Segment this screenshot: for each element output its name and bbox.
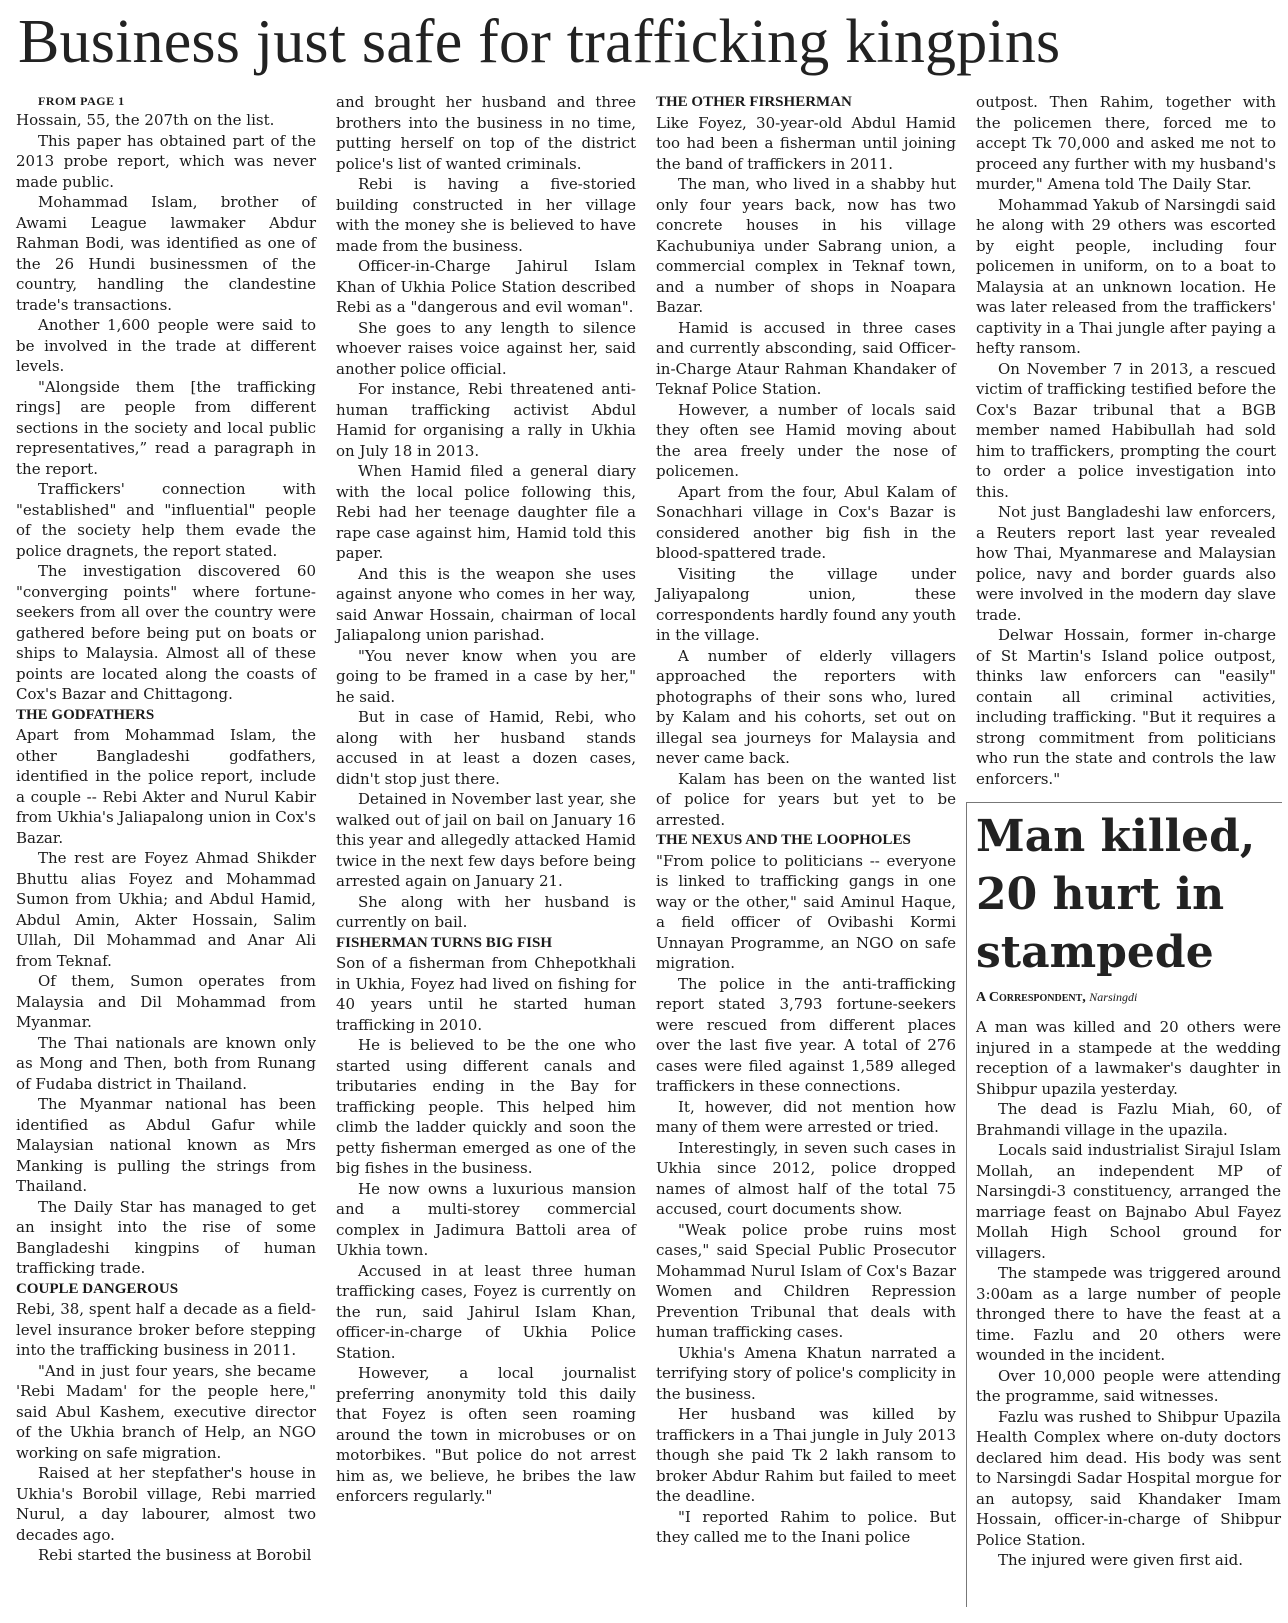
article-paragraph: However, a local journalist preferring anonymity told this daily that Foyez is often seen roaming around the town in microbuses or on motorbikes. "But police do not arrest him as, we believe, he bribes the law enforcers regularly." bbox=[336, 1364, 636, 1505]
article-paragraph: For instance, Rebi threatened anti-human trafficking activist Abdul Hamid for organising a rally in Ukhia on July 18 in 2013. bbox=[336, 380, 636, 460]
article-paragraph: Interestingly, in seven such cases in Ukhia since 2012, police dropped names of almost half of the total 75 accused, court documents show. bbox=[656, 1138, 956, 1218]
article-paragraph: Accused in at least three human trafficking cases, Foyez is currently on the run, said Jahirul Islam Khan, officer-in-charge of Ukhia Police Station. bbox=[336, 1261, 636, 1362]
article-paragraph: But in case of Hamid, Rebi, who along with her husband stands accused in at least a dozen cases, didn't stop just there. bbox=[336, 708, 636, 788]
article-paragraph: He now owns a luxurious mansion and a multi-storey commercial complex in Jadimura Battoli area of Ukhia town. bbox=[336, 1179, 636, 1259]
article-paragraph: "I reported Rahim to police. But they called me to the Inani police bbox=[656, 1507, 956, 1546]
article-paragraph: Officer-in-Charge Jahirul Islam Khan of Ukhia Police Station described Rebi as a "dangerous and evil woman". bbox=[336, 257, 636, 316]
section-subhead: THE OTHER FIRSHERMAN bbox=[656, 94, 852, 110]
article-paragraph: Detained in November last year, she walked out of jail on bail on January 16 this year and allegedly attacked Hamid twice in the next few days before being arrested again on January 21. bbox=[336, 790, 636, 890]
story-paragraph: The dead is Fazlu Miah, 60, of Brahmandi village in the upazila. bbox=[976, 1100, 1281, 1139]
story-paragraph: Fazlu was rushed to Shibpur Upazila Health Complex where on-duty doctors declared him dead. His body was sent to Narsingdi Sadar Hospital morgue for an autopsy, said Khandaker Imam Hossain, officer-in-charge of Shibpur Police Station. bbox=[976, 1407, 1281, 1549]
article-paragraph: Like Foyez, 30-year-old Abdul Hamid too had been a fisherman until joining the band of traffickers in 2011. bbox=[656, 113, 956, 173]
article-paragraph: Son of a fisherman from Chhepotkhali in Ukhia, Foyez had lived on fishing for 40 years until he started human trafficking in 2010. bbox=[336, 954, 636, 1034]
article-paragraph: She goes to any length to silence whoever raises voice against her, said another police official. bbox=[336, 318, 636, 378]
article-paragraph: This paper has obtained part of the 2013 probe report, which was never made public. bbox=[16, 131, 316, 191]
story-paragraph: Locals said industrialist Sirajul Islam Mollah, an independent MP of Narsingdi-3 constituency, arranged the marriage feast on Bajnabo Abul Fayez Mollah High School ground for villagers. bbox=[976, 1141, 1281, 1262]
byline bbox=[976, 988, 1281, 1007]
article-column-4 bbox=[976, 92, 1276, 788]
story-paragraph: The injured were given first aid. bbox=[998, 1551, 1243, 1569]
story-paragraph: The stampede was triggered around 3:00am as a large number of people thronged there to have the feast at a time. Fazlu and 20 others were wounded in the incident. bbox=[976, 1264, 1281, 1364]
article-paragraph: Rebi is having a five-storied building constructed in her village with the money she is believed to have made from the business. bbox=[336, 175, 636, 255]
section-subhead: THE GODFATHERS bbox=[16, 706, 155, 723]
article-paragraph: Mohammad Islam, brother of Awami League lawmaker Abdur Rahman Bodi, was identified as one of the 26 Hundi businessmen of the country, handling the clandestine trade's transactions. bbox=[16, 193, 316, 314]
article-paragraph: Traffickers' connection with "established" and "influential" people of the society help them evade the police dragnets, the report stated. bbox=[16, 480, 316, 560]
article-paragraph: It, however, did not mention how many of them were arrested or tried. bbox=[656, 1097, 956, 1136]
secondary-headline: Man killed, 20 hurt in stampede bbox=[976, 811, 1256, 978]
article-column-2 bbox=[336, 92, 636, 1607]
article-paragraph: Hossain, 55, the 207th on the list. bbox=[16, 111, 275, 129]
article-column-3 bbox=[656, 92, 956, 1607]
article-paragraph: Raised at her stepfather's house in Ukhia's Borobil village, Rebi married Nurul, a day labourer, almost two decades ago. bbox=[16, 1464, 316, 1544]
article-paragraph: Kalam has been on the wanted list of police for years but yet to be arrested. bbox=[656, 769, 956, 829]
article-paragraph: The police in the anti-trafficking report stated 3,793 fortune-seekers were rescued from different places over the last five year. A total of 276 cases were filed against 1,589 alleged traffickers in these connections. bbox=[656, 974, 956, 1095]
article-paragraph: Hamid is accused in three cases and currently absconding, said Officer-in-Charge Ataur Rahman Khandaker of Teknaf Police Station. bbox=[656, 318, 956, 398]
article-paragraph: "Weak police probe ruins most cases," said Special Public Prosecutor Mohammad Nurul Islam of Cox's Bazar Women and Children Repression Prevention Tribunal that deals with human trafficking cases. bbox=[656, 1220, 956, 1341]
article-paragraph: "Alongside them [the trafficking rings] are people from different sections in the society and local public representatives,” read a paragraph in the report. bbox=[16, 377, 316, 478]
article-paragraph: The man, who lived in a shabby hut only four years back, now has two concrete houses in his village Kachubuniya under Sabrang union, a commercial complex in Teknaf town, and a number of shops in Noapara Bazar. bbox=[656, 175, 956, 316]
article-paragraph: The Myanmar national has been identified as Abdul Gafur while Malaysian national known as Mrs Manking is pulling the strings from Thailand. bbox=[16, 1095, 316, 1195]
article-paragraph: Mohammad Yakub of Narsingdi said he along with 29 others was escorted by eight people, including four policemen in uniform, on to a boat to Malaysia at an unknown location. He was later released from the traffickers' captivity in a Thai jungle after paying a hefty ransom. bbox=[976, 195, 1276, 357]
article-paragraph: The rest are Foyez Ahmad Shikder Bhuttu alias Foyez and Mohammad Sumon from Ukhia; and Abdul Hamid, Abdul Amin, Akter Hossain, Salim Ullah, Dil Mohammad and Anar Ali from Teknaf. bbox=[16, 849, 316, 970]
article-paragraph: Another 1,600 people were said to be involved in the trade at different levels. bbox=[16, 316, 316, 375]
article-paragraph: On November 7 in 2013, a rescued victim of trafficking testified before the Cox's Bazar tribunal that a BGB member named Habibullah had sold him to traffickers, prompting the court to order a police investigation into this. bbox=[976, 359, 1276, 501]
article-paragraph: Rebi started the business at Borobil bbox=[38, 1546, 312, 1564]
article-paragraph: "You never know when you are going to be framed in a case by her," he said. bbox=[336, 646, 636, 706]
article-paragraph: He is believed to be the one who started using different canals and tributaries ending in the Bay for trafficking people. This helped him climb the ladder quickly and soon the petty fisherman emerged as one of the big fishes in the business. bbox=[336, 1036, 636, 1177]
article-paragraph: Rebi, 38, spent half a decade as a field-level insurance broker before stepping into the trafficking business in 2011. bbox=[16, 1300, 316, 1359]
article-paragraph: The Daily Star has managed to get an insight into the rise of some Bangladeshi kingpins of human trafficking trade. bbox=[16, 1197, 316, 1277]
section-subhead: THE NEXUS AND THE LOOPHOLES bbox=[656, 832, 911, 848]
secondary-story-body bbox=[976, 1017, 1281, 1571]
article-paragraph: She along with her husband is currently on bail. bbox=[336, 892, 636, 931]
article-paragraph: When Hamid filed a general diary with the local police following this, Rebi had her teenage daughter file a rape case against him, Hamid told this paper. bbox=[336, 462, 636, 562]
article-paragraph: Ukhia's Amena Khatun narrated a terrifying story of police's complicity in the business. bbox=[656, 1343, 956, 1403]
article-paragraph: Visiting the village under Jaliyapalong union, these correspondents hardly found any youth in the village. bbox=[656, 564, 956, 644]
secondary-story bbox=[976, 808, 1281, 1608]
main-headline: Business just safe for trafficking kingpins bbox=[18, 8, 1061, 76]
article-paragraph: And this is the weapon she uses against anyone who comes in her way, said Anwar Hossain, chairman of local Jaliapalong union parishad. bbox=[336, 564, 636, 644]
article-paragraph: "And in just four years, she became 'Rebi Madam' for the people here," said Abul Kashem, executive director of the Ukhia branch of Help, an NGO working on safe migration. bbox=[16, 1361, 316, 1462]
story-paragraph: Over 10,000 people were attending the programme, said witnesses. bbox=[976, 1366, 1281, 1405]
article-paragraph: "From police to politicians -- everyone is linked to trafficking gangs in one way or the other," said Aminul Haque, a field officer of Ovibashi Kormi Unnayan Programme, an NGO on safe migration. bbox=[656, 851, 956, 972]
story-box-top-rule bbox=[966, 802, 1282, 803]
article-paragraph: Not just Bangladeshi law enforcers, a Reuters report last year revealed how Thai, Myanmarese and Malaysian police, navy and border guards also were involved in the modern day slave trade. bbox=[976, 503, 1276, 624]
section-subhead: COUPLE DANGEROUS bbox=[16, 1280, 179, 1297]
article-paragraph: The investigation discovered 60 "converging points" where fortune-seekers from all over the country were gathered before being put on boats or ships to Malaysia. Almost all of these points are located along the coasts of Cox's Bazar and Chittagong. bbox=[16, 562, 316, 703]
article-paragraph: Her husband was killed by traffickers in a Thai jungle in July 2013 though she paid Tk 2 lakh ransom to broker Abdur Rahim but failed to meet the deadline. bbox=[656, 1405, 956, 1505]
article-paragraph: Of them, Sumon operates from Malaysia and Dil Mohammad from Myanmar. bbox=[16, 972, 316, 1031]
article-paragraph: A number of elderly villagers approached the reporters with photographs of their sons who, lured by Kalam and his cohorts, set out on illegal sea journeys for Malaysia and never came back. bbox=[656, 646, 956, 767]
article-paragraph: Delwar Hossain, former in-charge of St Martin's Island police outpost, thinks law enforcers can "easily" contain all criminal activities, including trafficking. "But it requires a strong commitment from politicians who run the state and controls the law enforcers." bbox=[976, 626, 1276, 788]
story-box-left-rule bbox=[966, 802, 967, 1607]
section-subhead: FISHERMAN TURNS BIG FISH bbox=[336, 934, 553, 951]
article-column-1 bbox=[16, 92, 316, 1607]
article-paragraph: and brought her husband and three brothers into the business in no time, putting herself on top of the district police's list of wanted criminals. bbox=[336, 93, 636, 173]
article-paragraph: The Thai nationals are known only as Mong and Then, both from Runang of Fudaba district in Thailand. bbox=[16, 1033, 316, 1093]
article-paragraph: outpost. Then Rahim, together with the policemen there, forced me to accept Tk 70,000 and asked me not to proceed any further with my husband's murder," Amena told The Daily Star. bbox=[976, 93, 1276, 193]
article-paragraph: However, a number of locals said they often see Hamid moving about the area freely under the nose of policemen. bbox=[656, 400, 956, 480]
byline-place: Narsingdi bbox=[1089, 990, 1138, 1004]
story-paragraph: A man was killed and 20 others were injured in a stampede at the wedding reception of a lawmaker's daughter in Shibpur upazila yesterday. bbox=[976, 1018, 1281, 1098]
article-paragraph: Apart from Mohammad Islam, the other Bangladeshi godfathers, identified in the police report, include a couple -- Rebi Akter and Nurul Kabir from Ukhia's Jaliapalong union in Cox's Bazar. bbox=[16, 726, 316, 847]
jump-kicker: FROM PAGE 1 bbox=[38, 94, 125, 108]
byline-agent: A Correspondent, bbox=[976, 990, 1086, 1005]
article-paragraph: Apart from the four, Abul Kalam of Sonachhari village in Cox's Bazar is considered another big fish in the blood-spattered trade. bbox=[656, 482, 956, 562]
